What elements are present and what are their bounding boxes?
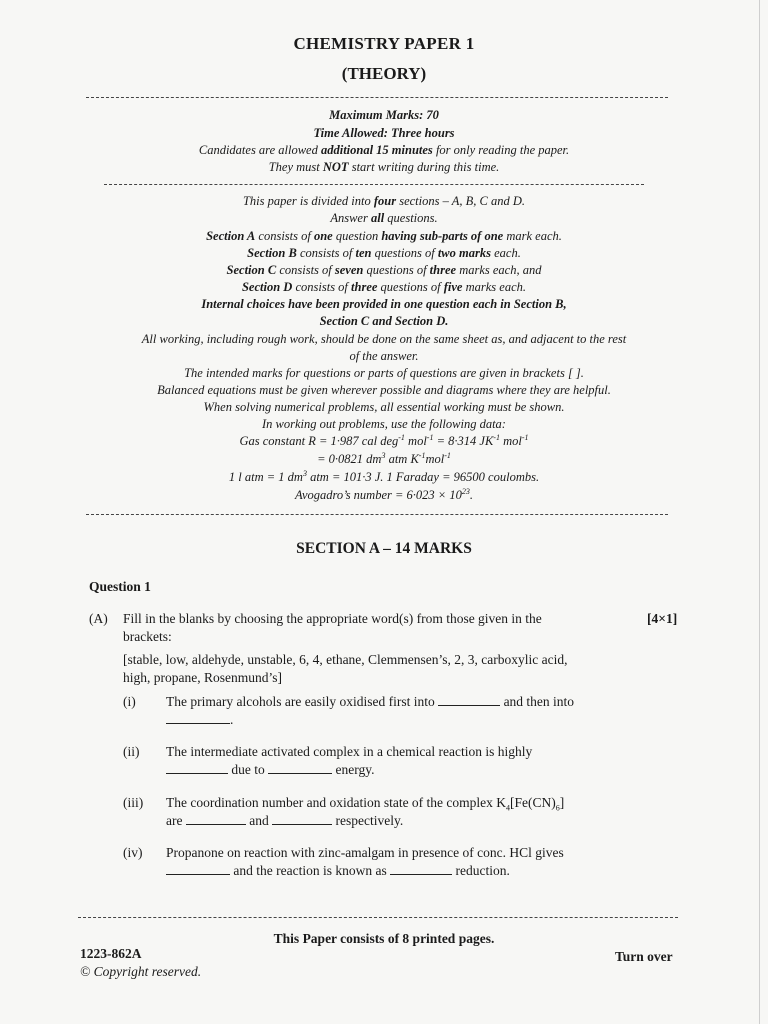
blank-field	[186, 813, 246, 825]
instruction-section-a: Section A consists of one question having sub-parts of one mark each.	[206, 229, 562, 243]
reading-time-note: Candidates are allowed additional 15 minutes for only reading the paper.	[198, 143, 570, 157]
blank-field	[166, 712, 230, 724]
instruction-section-b: Section B consists of ten questions of two marks each.	[247, 246, 521, 260]
data-gas-constant-alt: = 0·0821 $dm^3$ atm $K^{-1}mol^{-1}$	[317, 450, 451, 466]
instruction-equations: Balanced equations must be given wherever possible and diagrams where they are helpful.	[157, 383, 611, 397]
instruction-working: All working, including rough work, should be done on the same sheet as, and adjacent to the rest	[141, 332, 627, 346]
instruction-numerical: When solving numerical problems, all essential working must be shown.	[203, 400, 565, 414]
page-count-note: This Paper consists of 8 printed pages.	[273, 931, 495, 946]
word-options: [stable, low, aldehyde, unstable, 6, 4, ethane, Clemmensen’s, 2, 3, carboxylic acid,	[123, 652, 568, 667]
divider-top	[86, 97, 668, 98]
instruction-internal-choice-cont: Section C and Section D.	[319, 314, 449, 328]
instruction-internal-choice: Internal choices have been provided in one question each in Section B,	[201, 297, 567, 311]
instruction-data-heading: In working out problems, use the following data:	[262, 417, 506, 431]
subq-iv-line2: and the reaction is known as reduction.	[166, 863, 510, 879]
max-marks: Maximum Marks: 70	[329, 108, 439, 122]
data-avogadro: Avogadro’s number = $6\cdot 023 \times 10^{23}$.	[295, 486, 473, 502]
subq-iv-label: (iv)	[123, 845, 143, 860]
subq-iv-line1: Propanone on reaction with zinc-amalgam in presence of conc. HCl gives	[166, 845, 564, 860]
instruction-marks: The intended marks for questions or parts of questions are given in brackets [ ].	[184, 366, 584, 380]
part-a-label: (A)	[89, 611, 108, 626]
part-a-text-cont: brackets:	[123, 629, 172, 644]
data-atm-faraday: 1 l atm = 1 $dm^3$ atm = 101·3 J. 1 Faraday = 96500 coulombs.	[228, 468, 540, 484]
blank-field	[166, 863, 230, 875]
subq-ii-line1: The intermediate activated complex in a chemical reaction is highly	[166, 744, 533, 759]
subq-ii-label: (ii)	[123, 744, 140, 759]
paper-title: CHEMISTRY PAPER 1	[293, 34, 475, 53]
instruction-working-cont: of the answer.	[349, 349, 419, 363]
copyright: © Copyright reserved.	[80, 964, 202, 979]
part-a-marks: [4×1]	[647, 611, 678, 626]
part-a-text: Fill in the blanks by choosing the appropriate word(s) from those given in the	[123, 611, 542, 626]
subq-iii-line1: The coordination number and oxidation state of the complex $K_4[Fe(CN)_6]$	[166, 795, 565, 813]
data-gas-constant: Gas constant R = 1·987 cal deg$^{-1}$ mol$^{-1}$ = 8·314 $JK^{-1}$ mol$^{-1}$	[239, 432, 529, 448]
instruction-answer-all: Answer all questions.	[330, 211, 438, 225]
subq-i-line2: .	[166, 712, 233, 728]
subq-i-label: (i)	[123, 694, 136, 709]
divider-footer	[78, 917, 678, 918]
divider-mid	[104, 184, 644, 185]
time-allowed: Time Allowed: Three hours	[313, 126, 455, 140]
blank-field	[438, 694, 500, 706]
no-writing-note: They must NOT start writing during this time.	[268, 160, 500, 174]
blank-field	[166, 762, 228, 774]
section-a-heading: SECTION A – 14 MARKS	[296, 540, 472, 557]
blank-field	[268, 762, 332, 774]
blank-field	[272, 813, 332, 825]
subq-iii-label: (iii)	[123, 795, 144, 810]
subq-ii-line2: due to energy.	[166, 762, 374, 778]
divider-bottom	[86, 514, 668, 515]
word-options-cont: high, propane, Rosenmund’s]	[123, 670, 282, 685]
subq-iii-line2: are and respectively.	[166, 813, 404, 828]
instruction-section-c: Section C consists of seven questions of three marks each, and	[226, 263, 542, 277]
instruction-section-d: Section D consists of three questions of five marks each.	[241, 280, 527, 294]
paper-subtitle: (THEORY)	[341, 64, 427, 83]
question-1-label: Question 1	[89, 579, 151, 594]
instruction-sections: This paper is divided into four sections – A, B, C and D.	[242, 194, 526, 208]
paper-code: 1223-862A	[80, 946, 142, 961]
subq-i-line1: The primary alcohols are easily oxidised first into and then into	[166, 694, 575, 709]
blank-field	[390, 863, 452, 875]
turn-over: Turn over	[615, 949, 673, 964]
